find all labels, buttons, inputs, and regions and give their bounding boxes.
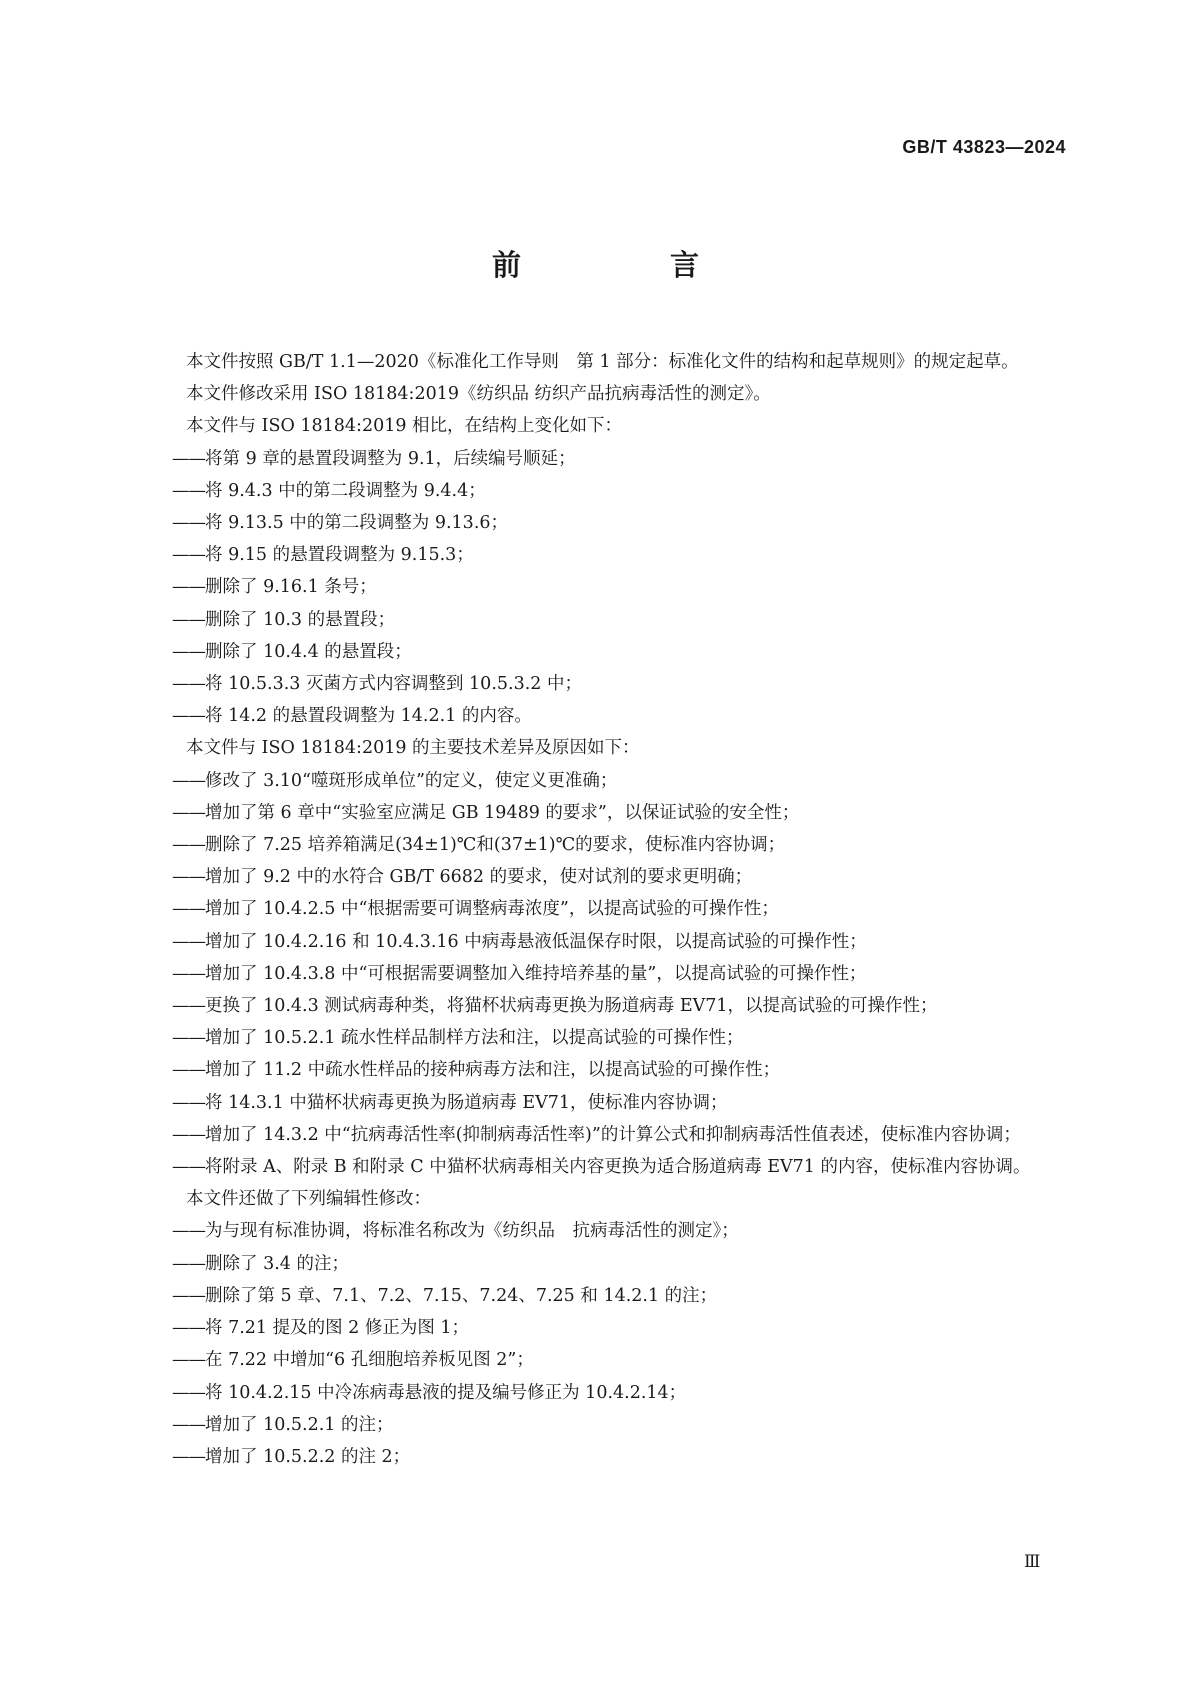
dash-marker: —— <box>172 1446 205 1467</box>
dash-marker: —— <box>172 513 205 534</box>
dash-marker: —— <box>172 448 205 469</box>
list-item-text: 为与现有标准协调，将标准名称改为《纺织品 抗病毒活性的测定》； <box>205 1221 739 1242</box>
list-item-text: 增加了 10.5.2.1 的注； <box>205 1414 394 1435</box>
dash-marker: —— <box>172 1157 205 1178</box>
list-item <box>145 700 1067 732</box>
dash-marker: —— <box>172 641 205 662</box>
list-item-text: 将 9.4.3 中的第二段调整为 9.4.4； <box>205 480 486 501</box>
dash-marker: —— <box>172 931 205 952</box>
list-item <box>145 861 1067 893</box>
dash-marker: —— <box>172 963 205 984</box>
list-item <box>145 1054 1067 1086</box>
list-item-text: 增加了 14.3.2 中“抗病毒活性率(抑制病毒活性率)”的计算公式和抑制病毒活性值表述，使标准内容协调； <box>205 1124 1021 1145</box>
list-item-text: 删除了 10.4.4 的悬置段； <box>205 641 412 662</box>
list-item-text: 将 14.2 的悬置段调整为 14.2.1 的内容。 <box>205 706 532 727</box>
dash-marker: —— <box>172 577 205 598</box>
list-item-text: 在 7.22 中增加“6 孔细胞培养板见图 2”； <box>205 1350 534 1371</box>
paragraph: 本文件还做了下列编辑性修改： <box>186 1189 431 1210</box>
list-item <box>145 765 1067 797</box>
list-item-text: 删除了 9.16.1 条号； <box>205 577 377 598</box>
list-item-text: 将第 9 章的悬置段调整为 9.1，后续编号顺延； <box>205 448 576 469</box>
list-item-text: 将 10.5.3.3 灭菌方式内容调整到 10.5.3.2 中； <box>205 674 582 695</box>
dash-marker: —— <box>172 1221 205 1242</box>
list-item <box>145 636 1067 668</box>
page-title: 前 言 <box>491 248 759 282</box>
dash-marker: —— <box>172 706 205 727</box>
list-item-text: 将 9.15 的悬置段调整为 9.15.3； <box>205 545 474 566</box>
list-item <box>145 571 1067 603</box>
list-item <box>145 1312 1067 1344</box>
list-item <box>145 443 1067 475</box>
list-item <box>145 1151 1067 1183</box>
standard-code: GB/T 43823—2024 <box>902 137 1066 157</box>
list-item-text: 增加了 11.2 中疏水性样品的接种病毒方法和注，以提高试验的可操作性； <box>205 1060 781 1081</box>
list-item <box>145 539 1067 571</box>
dash-marker: —— <box>172 609 205 630</box>
list-item-text: 增加了 10.4.2.16 和 10.4.3.16 中病毒悬液低温保存时限，以提高试验的可操作性； <box>205 931 867 952</box>
dash-marker: —— <box>172 835 205 856</box>
list-item <box>145 1022 1067 1054</box>
list-item <box>145 1441 1067 1473</box>
list-item-text: 将 10.4.2.15 中冷冻病毒悬液的提及编号修正为 10.4.2.14； <box>205 1382 687 1403</box>
dash-marker: —— <box>172 1253 205 1274</box>
dash-marker: —— <box>172 867 205 888</box>
list-item-text: 将附录 A、附录 B 和附录 C 中猫杯状病毒相关内容更换为适合肠道病毒 EV71 的内容，使标准内容协调。 <box>205 1157 1031 1178</box>
list-item-text: 增加了 10.4.2.5 中“根据需要可调整病毒浓度”，以提高试验的可操作性； <box>205 899 779 920</box>
dash-marker: —— <box>172 1382 205 1403</box>
dash-marker: —— <box>172 480 205 501</box>
list-item <box>145 926 1067 958</box>
paragraph: 本文件修改采用 ISO 18184:2019《纺织品 纺织产品抗病毒活性的测定》。 <box>186 384 771 405</box>
list-item-text: 修改了 3.10“噬斑形成单位”的定义，使定义更准确； <box>205 770 618 791</box>
dash-marker: —— <box>172 1350 205 1371</box>
list-item-text: 删除了 3.4 的注； <box>205 1253 349 1274</box>
dash-marker: —— <box>172 1060 205 1081</box>
list-item <box>145 1409 1067 1441</box>
paragraph: 本文件与 ISO 18184:2019 的主要技术差异及原因如下： <box>186 738 640 759</box>
dash-marker: —— <box>172 1318 205 1339</box>
list-item <box>145 1087 1067 1119</box>
paragraph: 本文件按照 GB/T 1.1—2020《标准化工作导则 第 1 部分：标准化文件的结构和起草规则》的规定起草。 <box>186 352 1019 372</box>
dash-marker: —— <box>172 1285 205 1306</box>
list-item <box>145 1344 1067 1376</box>
page-number: Ⅲ <box>1024 1552 1041 1571</box>
list-item-text: 增加了 9.2 中的水符合 GB/T 6682 的要求，使对试剂的要求更明确； <box>205 867 753 888</box>
list-item <box>145 893 1067 925</box>
dash-marker: —— <box>172 674 205 695</box>
list-item-text: 将 7.21 提及的图 2 修正为图 1； <box>205 1318 470 1339</box>
list-item <box>145 829 1067 861</box>
list-item-text: 删除了 7.25 培养箱满足(34±1)℃和(37±1)℃的要求，使标准内容协调； <box>205 835 786 856</box>
list-item-text: 将 14.3.1 中猫杯状病毒更换为肠道病毒 EV71，使标准内容协调； <box>205 1092 728 1113</box>
list-item <box>145 475 1067 507</box>
paragraph: 本文件与 ISO 18184:2019 相比，在结构上变化如下： <box>186 416 623 437</box>
list-item <box>145 1215 1067 1247</box>
dash-marker: —— <box>172 1124 205 1145</box>
dash-marker: —— <box>172 1028 205 1049</box>
dash-marker: —— <box>172 1414 205 1435</box>
list-item <box>145 1377 1067 1409</box>
list-item-text: 删除了 10.3 的悬置段； <box>205 609 396 630</box>
list-item <box>145 1248 1067 1280</box>
dash-marker: —— <box>172 802 205 823</box>
list-item <box>145 507 1067 539</box>
list-item-text: 删除了第 5 章、7.1、7.2、7.15、7.24、7.25 和 14.2.1 的注； <box>205 1285 718 1306</box>
list-item <box>145 990 1067 1022</box>
list-item-text: 增加了 10.5.2.1 疏水性样品制样方法和注，以提高试验的可操作性； <box>205 1028 744 1049</box>
list-item-text: 将 9.13.5 中的第二段调整为 9.13.6； <box>205 513 509 534</box>
dash-marker: —— <box>172 899 205 920</box>
list-item <box>145 958 1067 990</box>
list-item <box>145 668 1067 700</box>
document-body <box>145 346 1067 1473</box>
list-item-text: 增加了第 6 章中“实验室应满足 GB 19489 的要求”，以保证试验的安全性； <box>205 802 800 823</box>
list-item <box>145 1280 1067 1312</box>
dash-marker: —— <box>172 545 205 566</box>
dash-marker: —— <box>172 996 205 1017</box>
dash-marker: —— <box>172 1092 205 1113</box>
list-item <box>145 1119 1067 1151</box>
list-item-text: 增加了 10.5.2.2 的注 2； <box>205 1446 411 1467</box>
dash-marker: —— <box>172 770 205 791</box>
list-item <box>145 604 1067 636</box>
list-item-text: 增加了 10.4.3.8 中“可根据需要调整加入维持培养基的量”，以提高试验的可操作性； <box>205 963 867 984</box>
list-item <box>145 797 1067 829</box>
list-item-text: 更换了 10.4.3 测试病毒种类，将猫杯状病毒更换为肠道病毒 EV71，以提高试验的可操作性； <box>205 996 938 1017</box>
